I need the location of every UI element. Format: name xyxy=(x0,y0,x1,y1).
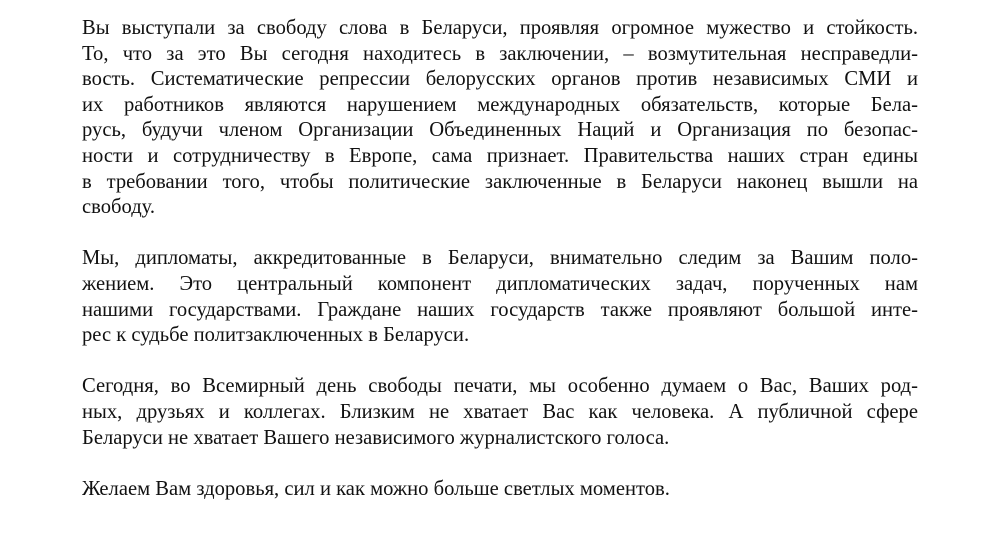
text-line: русь, будучи членом Организации Объединенных Наций и Организация по безопас- xyxy=(82,119,918,142)
text-line: Беларуси не хватает Вашего независимого журналистского голоса. xyxy=(82,426,670,449)
text-line: ности и сотрудничеству в Европе, сама признает. Правительства наших стран едины xyxy=(82,144,918,167)
text-line: свободу. xyxy=(82,196,156,219)
text-line: ных, друзьях и коллегах. Близким не хватает Вас как человека. А публичной сфере xyxy=(82,400,918,423)
paragraph-4 xyxy=(82,477,918,503)
letter-document xyxy=(82,16,918,528)
paragraph-3 xyxy=(82,374,918,451)
paragraph-1 xyxy=(82,16,918,221)
text-line: рес к судьбе политзаключенных в Беларуси. xyxy=(82,324,470,347)
text-line: их работников являются нарушением международных обязательств, которые Бела- xyxy=(82,93,918,116)
text-line: Мы, дипломаты, аккредитованные в Беларуси, внимательно следим за Вашим поло- xyxy=(82,247,918,270)
text-line: Сегодня, во Всемирный день свободы печати, мы особенно думаем о Вас, Ваших род- xyxy=(82,375,918,398)
text-line: Вы выступали за свободу слова в Беларуси, проявляя огромное мужество и стойкость. xyxy=(82,17,918,39)
text-line: Желаем Вам здоровья, сил и как можно больше светлых моментов. xyxy=(82,477,670,500)
text-line: в требовании того, чтобы политические заключенные в Беларуси наконец вышли на xyxy=(82,170,918,193)
paragraph-2 xyxy=(82,246,918,348)
text-line: нашими государствами. Граждане наших государств также проявляют большой инте- xyxy=(82,298,918,321)
text-line: жением. Это центральный компонент дипломатических задач, порученных нам xyxy=(82,272,918,295)
text-line: То, что за это Вы сегодня находитесь в заключении, – возмутительная несправедли- xyxy=(82,42,918,65)
text-line: вость. Систематические репрессии белорусских органов против независимых СМИ и xyxy=(82,68,918,91)
